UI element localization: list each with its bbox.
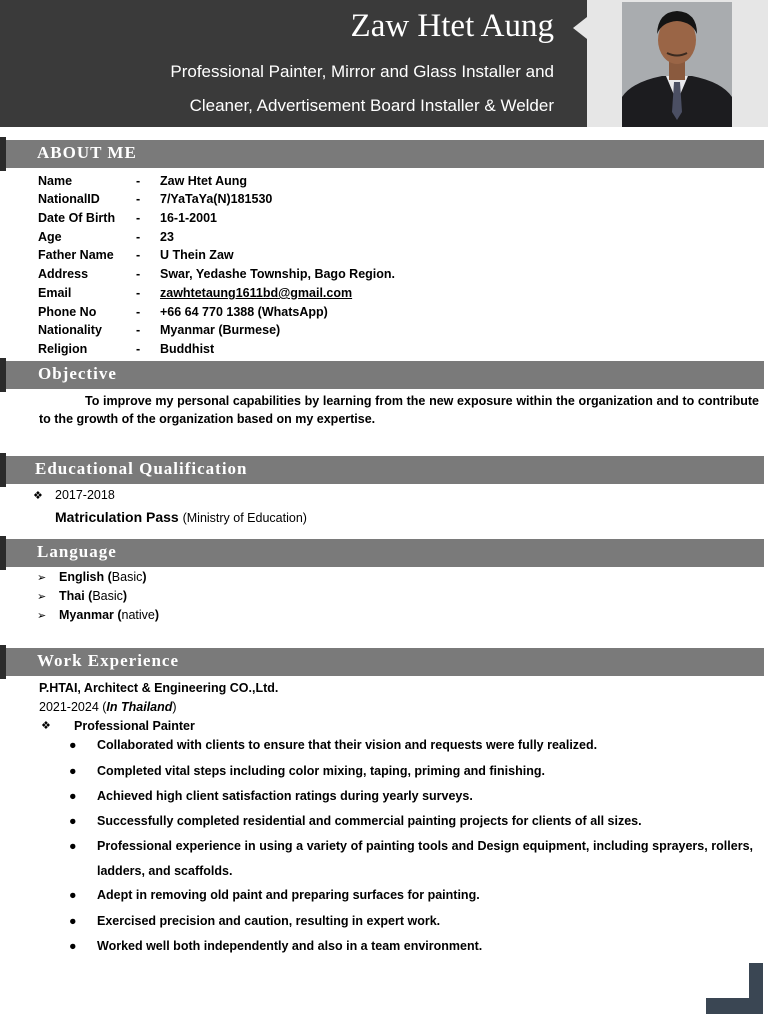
duty-item — [69, 909, 753, 934]
objective-header — [0, 361, 764, 389]
about-value: Swar, Yedashe Township, Bago Region. — [160, 267, 396, 281]
work-years: 2021-2024 ( — [39, 700, 107, 714]
duty-item — [69, 759, 753, 784]
language-level: native — [121, 608, 155, 622]
bullet-icon: ● — [69, 789, 77, 803]
duty-text: Completed vital steps including color mixing, taping, priming and finishing. — [97, 764, 545, 778]
person-name: Zaw Htet Aung — [350, 8, 554, 44]
about-me-header — [0, 140, 764, 168]
about-value: 23 — [160, 230, 174, 244]
about-value: 16-1-2001 — [160, 211, 217, 225]
education-entry — [55, 509, 307, 525]
education-years: 2017-2018 — [55, 488, 115, 502]
work-period-close: ) — [172, 700, 177, 714]
bullet-icon: ● — [69, 839, 77, 853]
language-level: Basic — [111, 570, 143, 584]
language-name: English ( — [59, 570, 112, 584]
separator: - — [136, 192, 141, 206]
language-item — [37, 570, 147, 584]
job-role: Professional Painter — [74, 719, 195, 733]
duty-text: Successfully completed residential and commercial painting projects for clients of all sizes. — [97, 814, 642, 828]
education-title: Educational Qualification — [35, 459, 248, 478]
duty-text: Professional experience in using a variety of painting tools and Design equipment, including sprayers, rollers, ladders, and scaffolds. — [97, 839, 753, 878]
objective-title: Objective — [38, 364, 117, 383]
job-title-line-2: Cleaner, Advertisement Board Installer & Welder — [189, 96, 554, 115]
duty-text: Achieved high client satisfaction ratings during yearly surveys. — [97, 789, 473, 803]
arrow-bullet-icon: ➢ — [37, 591, 47, 603]
duty-item — [69, 834, 753, 884]
bullet-icon: ● — [69, 814, 77, 828]
separator: - — [136, 211, 141, 225]
about-value: U Thein Zaw — [160, 248, 234, 262]
language-item — [37, 608, 159, 622]
section-edge — [0, 645, 6, 679]
section-edge — [0, 358, 6, 392]
language-name: Thai ( — [59, 589, 93, 603]
language-header — [0, 539, 764, 567]
separator: - — [136, 230, 141, 244]
duty-item — [69, 934, 753, 959]
separator: - — [136, 305, 141, 319]
about-label: Address — [38, 267, 89, 281]
arrow-bullet-icon: ➢ — [37, 572, 47, 584]
corner-accent-horizontal — [706, 998, 763, 1014]
company-name: P.HTAI, Architect & Engineering CO.,Ltd. — [39, 681, 279, 695]
duty-item — [69, 784, 753, 809]
language-name: Myanmar ( — [59, 608, 122, 622]
qualification-issuer: (Ministry of Education) — [182, 511, 307, 525]
objective-text: To improve my personal capabilities by learning from the new exposure within the organization and to contribute to the growth of the organization based on my expertise. — [39, 394, 759, 426]
about-label: Religion — [38, 342, 88, 356]
header-notch — [573, 17, 587, 39]
about-label: Age — [38, 230, 62, 244]
about-value: 7/YaTaYa(N)181530 — [160, 192, 273, 206]
duty-item — [69, 883, 753, 908]
work-experience-header — [0, 648, 764, 676]
separator: - — [136, 342, 141, 356]
language-close: ) — [142, 570, 147, 584]
language-level: Basic — [92, 589, 123, 603]
about-label: Date Of Birth — [38, 211, 116, 225]
duty-text: Collaborated with clients to ensure that their vision and requests were fully realized. — [97, 738, 598, 752]
about-me-title: ABOUT ME — [37, 143, 137, 162]
section-edge — [0, 453, 6, 487]
work-period — [39, 700, 177, 714]
duty-text: Worked well both independently and also in a team environment. — [97, 939, 483, 953]
separator: - — [136, 267, 141, 281]
duty-item — [69, 733, 753, 758]
about-value: Myanmar (Burmese) — [160, 323, 281, 337]
arrow-bullet-icon: ➢ — [37, 610, 47, 622]
language-close: ) — [154, 608, 160, 622]
about-label: NationalID — [38, 192, 100, 206]
duty-text: Adept in removing old paint and preparing surfaces for painting. — [97, 888, 480, 902]
language-title: Language — [37, 542, 117, 561]
bullet-icon: ● — [69, 888, 77, 902]
separator: - — [136, 174, 141, 188]
about-value: +66 64 770 1388 (WhatsApp) — [160, 305, 328, 319]
section-edge — [0, 137, 6, 171]
diamond-bullet-icon: ❖ — [41, 720, 51, 732]
email-link[interactable]: zawhtetaung1611bd@gmail.com — [160, 286, 353, 300]
duty-text: Exercised precision and caution, resulting in expert work. — [97, 914, 441, 928]
about-label: Email — [38, 286, 72, 300]
bullet-icon: ● — [69, 939, 77, 953]
education-header — [0, 456, 764, 484]
bullet-icon: ● — [69, 764, 77, 778]
about-label: Phone No — [38, 305, 97, 319]
bullet-icon: ● — [69, 914, 77, 928]
job-title-line-1: Professional Painter, Mirror and Glass Installer and — [170, 62, 554, 81]
about-label: Father Name — [38, 248, 114, 262]
language-close: ) — [122, 589, 128, 603]
bullet-icon: ● — [69, 738, 77, 752]
section-edge — [0, 536, 6, 570]
diamond-bullet-icon: ❖ — [33, 490, 43, 502]
separator: - — [136, 286, 141, 300]
about-value: Zaw Htet Aung — [160, 174, 248, 188]
language-item — [37, 589, 127, 603]
about-label: Nationality — [38, 323, 102, 337]
work-experience-title: Work Experience — [37, 651, 180, 670]
separator: - — [136, 323, 141, 337]
duty-item — [69, 809, 753, 834]
about-label: Name — [38, 174, 73, 188]
work-location: In Thailand — [106, 700, 173, 714]
qualification: Matriculation Pass — [55, 509, 179, 525]
profile-photo — [622, 2, 732, 127]
about-value: Buddhist — [160, 342, 215, 356]
separator: - — [136, 248, 141, 262]
